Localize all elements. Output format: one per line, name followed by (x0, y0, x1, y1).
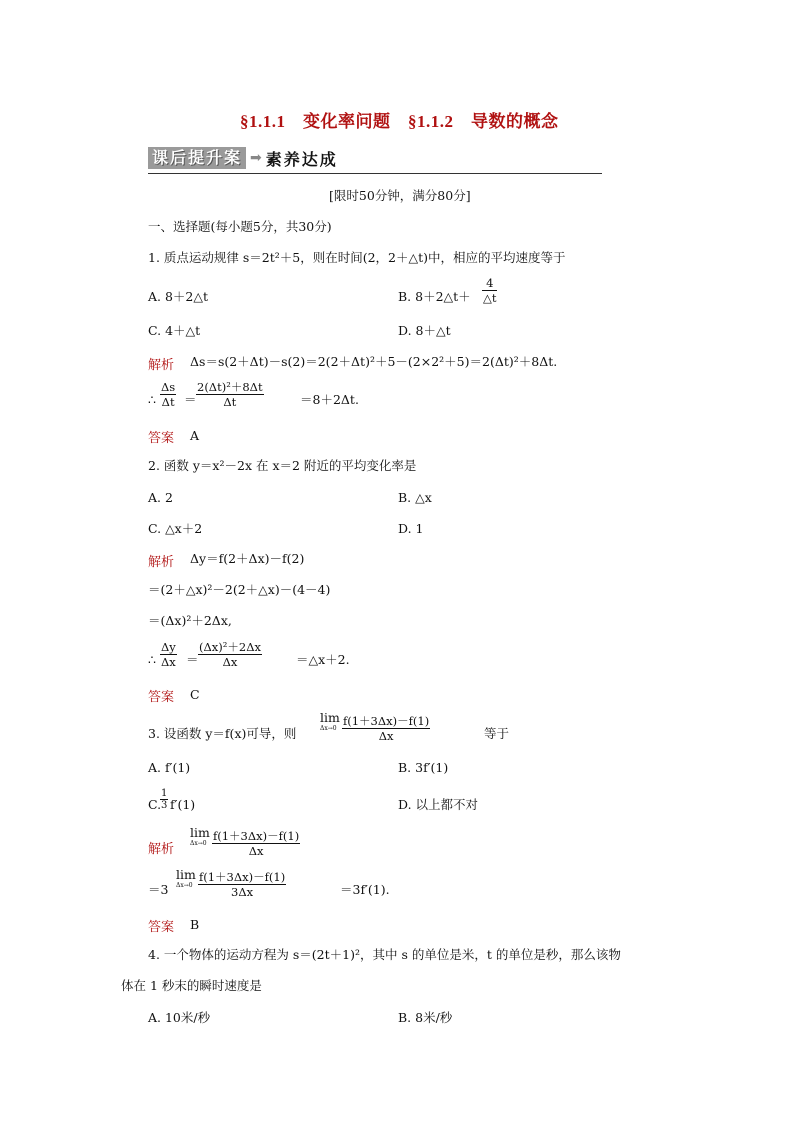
q3-stem-end: 等于 (484, 726, 510, 741)
q1-option-b: B. 8＋2△t＋ (398, 289, 471, 304)
q1-fraction-2 (196, 380, 264, 409)
q2-f1-den: Δx (161, 655, 176, 669)
q1-f1-num: Δs (161, 380, 176, 394)
q3-lim-word: lim (320, 710, 340, 725)
q3-jiexi-limit (190, 826, 210, 847)
q2-answer: C (190, 687, 200, 702)
q1-therefore: ∴ (148, 392, 156, 407)
q3-answer: B (190, 917, 200, 932)
q1-jiexi-text: Δs＝s(2＋Δt)－s(2)＝2(2＋Δt)²＋5－(2×2²＋5)＝2(Δt)²＋8Δt. (190, 354, 558, 369)
q3-option-c-suffix: f′(1) (170, 797, 196, 812)
q1-f2-num: 2(Δt)²＋8Δt (197, 380, 263, 394)
q4-stem-line-1: 4. 一个物体的运动方程为 s＝(2t＋1)²，其中 s 的单位是米，t 的单位是秒，那么该物 (148, 947, 621, 962)
q1-answer: A (190, 428, 200, 443)
q1-stem: 1. 质点运动规律 s＝2t²＋5，则在时间(2，2＋△t)中，相应的平均速度等于 (148, 250, 566, 265)
page-title: §1.1.1 变化率问题 §1.1.2 导数的概念 (240, 112, 559, 131)
q1-option-a: A. 8＋2△t (148, 289, 209, 304)
q1-answer-label: 答案 (148, 431, 175, 446)
q1-equals: ＝ (184, 392, 197, 407)
q3-jiexi-den: Δx (248, 844, 264, 858)
q3-option-a: A. f′(1) (148, 760, 191, 775)
q3-jiexi-num: f(1＋3Δx)－f(1) (213, 829, 300, 843)
q3-stem: 3. 设函数 y＝f(x)可导，则 (148, 726, 297, 741)
q3-option-c-prefix: C. (148, 797, 162, 812)
q3-lim-subscript: Δx→0 (320, 725, 337, 732)
q2-option-b: B. △x (398, 490, 432, 505)
q1-f2-den: Δt (223, 395, 237, 409)
q1-f1-den: Δt (161, 395, 175, 409)
q3-step-2-fraction (198, 870, 286, 899)
q4-option-a: A. 10米/秒 (148, 1010, 211, 1025)
q1-option-d: D. 8＋△t (398, 323, 451, 338)
q3-jiexi-fraction (212, 829, 300, 858)
q1-jiexi-label: 解析 (148, 358, 175, 373)
q3-step-2-prefix: ＝3 (148, 882, 169, 897)
q2-result: ＝△x＋2. (296, 652, 350, 667)
section-heading: 一、选择题(每小题5分，共30分) (148, 219, 332, 234)
q1-optb-numerator: 4 (486, 276, 494, 290)
q1-result: ＝8＋2Δt. (300, 392, 359, 407)
q2-option-a: A. 2 (148, 490, 173, 505)
q2-jiexi-text: Δy＝f(2＋Δx)－f(2) (190, 551, 305, 566)
q2-stem: 2. 函数 y＝x²－2x 在 x＝2 附近的平均变化率是 (148, 458, 417, 473)
q2-answer-label: 答案 (148, 690, 175, 705)
q2-equals: ＝ (186, 652, 199, 667)
q3-answer-label: 答案 (148, 920, 175, 935)
q2-f2-den: Δx (222, 655, 238, 669)
q3-step-2-lim-subscript: Δx→0 (176, 882, 193, 889)
q2-fraction-2 (198, 640, 262, 669)
q3-option-b: B. 3f′(1) (398, 760, 449, 775)
q3-jiexi-lim-word: lim (190, 825, 210, 840)
banner-divider (148, 173, 602, 174)
q3-step-2-lim-word: lim (176, 867, 196, 882)
q1-option-b-fraction (482, 276, 497, 305)
q2-f2-num: (Δx)²＋2Δx (199, 640, 261, 654)
q3-option-c-fraction (160, 788, 168, 811)
q1-option-c: C. 4＋△t (148, 323, 201, 338)
banner-subtitle: 素养达成 (265, 149, 338, 169)
q3-f-den: Δx (378, 729, 394, 743)
q3-limit (320, 711, 340, 732)
q3-step-2-num: f(1＋3Δx)－f(1) (199, 870, 286, 884)
q3-step-2-den: 3Δx (231, 885, 254, 899)
q2-f1-num: Δy (161, 640, 176, 654)
q3-f-num: f(1＋3Δx)－f(1) (343, 714, 430, 728)
q3-step-2-result: ＝3f′(1). (340, 882, 390, 897)
q3-option-d: D. 以上都不对 (398, 797, 479, 812)
q2-therefore: ∴ (148, 652, 156, 667)
banner-label: 课后提升案 (148, 147, 246, 169)
time-limit: [限时50分钟，满分80分] (329, 188, 471, 203)
q2-step-2: ＝(2＋△x)²－2(2＋△x)－(4－4) (148, 582, 331, 597)
arrow-right-icon: ➡ (250, 150, 262, 166)
q3-optc-den: 3 (161, 800, 168, 811)
section-banner (148, 147, 338, 169)
q4-stem-line-2: 体在 1 秒末的瞬时速度是 (121, 978, 262, 993)
q3-step-2-limit (176, 868, 196, 889)
q3-optc-num: 1 (161, 788, 168, 799)
q2-jiexi-label: 解析 (148, 555, 175, 570)
q2-step-3: ＝(Δx)²＋2Δx, (148, 613, 232, 628)
q3-jiexi-lim-subscript: Δx→0 (190, 840, 207, 847)
q1-optb-denominator: △t (483, 291, 497, 305)
q3-jiexi-label: 解析 (148, 842, 175, 857)
q2-fraction-1 (160, 640, 177, 669)
q3-fraction (342, 714, 430, 743)
q2-option-d: D. 1 (398, 521, 424, 536)
q1-fraction-1 (160, 380, 176, 409)
q4-option-b: B. 8米/秒 (398, 1010, 453, 1025)
q2-option-c: C. △x＋2 (148, 521, 203, 536)
